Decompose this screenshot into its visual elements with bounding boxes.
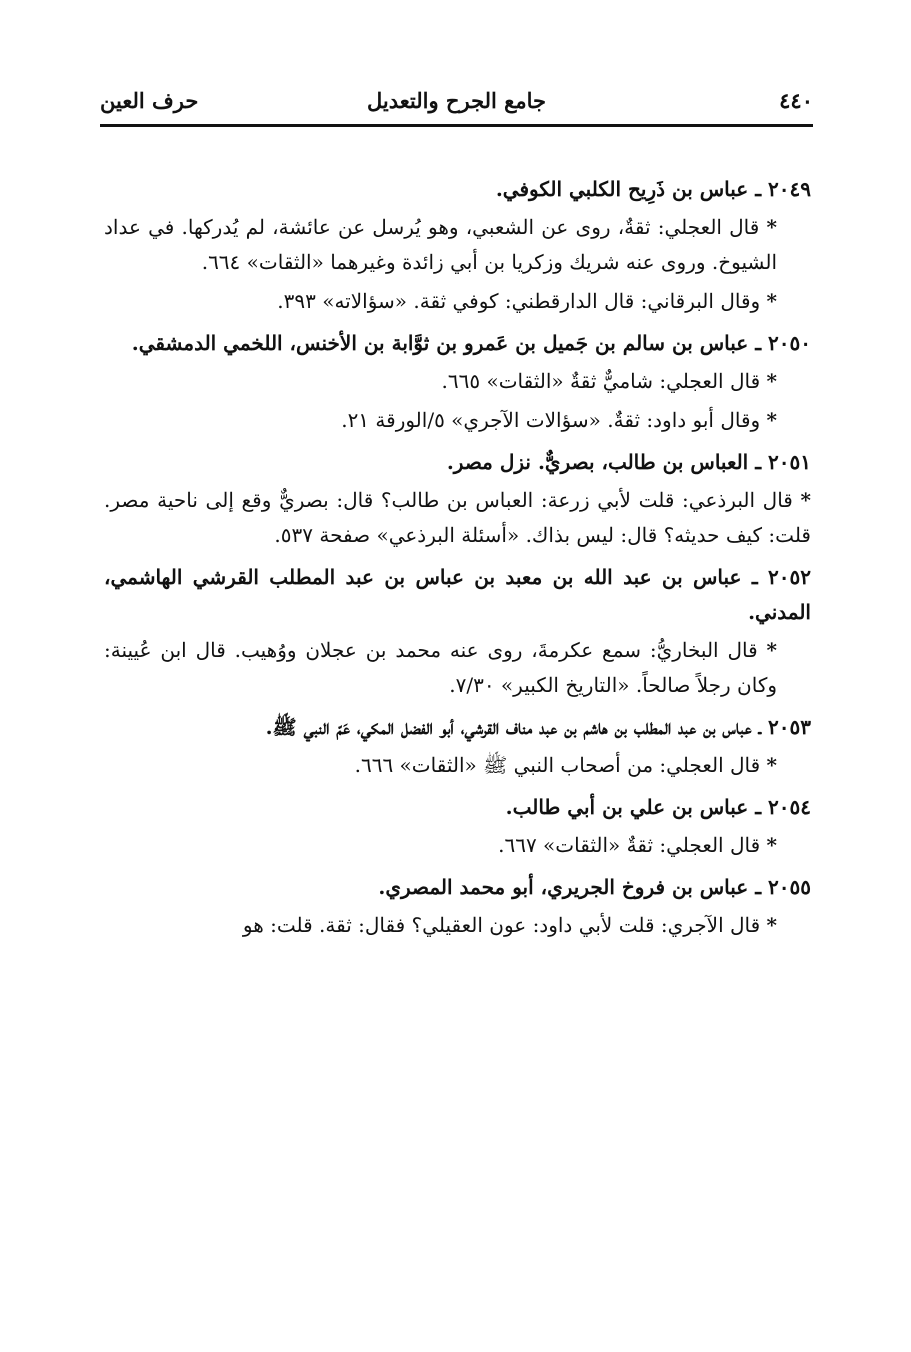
paragraph-text: قال العجلي: من أصحاب النبي ﷺ «الثقات» ٦٦٦. [354,753,761,777]
entry-paragraph [104,210,811,280]
entry-number: ٢٠٥٢ [768,565,811,589]
entry [104,870,811,943]
entry-number: ٢٠٥٣ [768,715,811,739]
asterisk-bullet-icon: * [800,488,812,512]
entry-heading [104,710,811,745]
entry [104,445,811,553]
paragraph-text: قال البخاريُّ: سمع عكرمةَ، روى عنه محمد بن عجلان ووُهيب. قال ابن عُيينة: وكان رجلاً صالحاً. «التاريخ الكبير» ٧/٣٠. [104,638,777,697]
entry-paragraph [104,748,811,783]
entry [104,172,811,319]
paragraph-text: قال العجلي: ثقةٌ، روى عن الشعبي، وهو يُرسل عن عائشة، لم يُدركها. في عداد الشيوخ. وروى عنه شريك وزكريا بن أبي زائدة وغيرهما «الثقات» ٦٦٤. [104,215,777,274]
entry-title: ـ عباس بن عبد المطلب بن هاشم بن عبد مناف القرشي، أبو الفضل المكي، عَمّ النبي ﷺ. [265,715,762,739]
entries-list [104,172,811,950]
entry-paragraph [104,633,811,703]
asterisk-bullet-icon: * [766,753,777,777]
entry-heading [104,326,811,361]
entry-heading [104,870,811,905]
entry-number: ٢٠٥١ [768,450,811,474]
entry-number: ٢٠٥٥ [768,875,811,899]
asterisk-bullet-icon: * [766,833,777,857]
entry-heading [104,172,811,207]
asterisk-bullet-icon: * [766,289,777,313]
entry [104,710,811,783]
entry-number: ٢٠٥٤ [768,795,811,819]
asterisk-bullet-icon: * [766,408,777,432]
entry-heading [104,790,811,825]
entry [104,790,811,863]
entry [104,326,811,438]
entry-heading [104,445,811,480]
book-title: جامع الجرح والتعديل [367,88,546,113]
entry-title: ـ عباس بن فروخ الجريري، أبو محمد المصري. [378,875,762,899]
entry-paragraph [104,908,811,943]
entry-paragraph [104,403,811,438]
asterisk-bullet-icon: * [766,369,777,393]
asterisk-bullet-icon: * [766,215,777,239]
entry-paragraph [104,364,811,399]
entry [104,560,811,703]
entry-number: ٢٠٤٩ [768,177,811,201]
section-title: حرف العين [100,88,199,113]
paragraph-text: قال الآجري: قلت لأبي داود: عون العقيلي؟ فقال: ثقة. قلت: هو [242,913,761,937]
entry-title: ـ عباس بن عبد الله بن معبد بن عباس بن عبد المطلب القرشي الهاشمي، المدني. [104,565,811,624]
paragraph-text: وقال البرقاني: قال الدارقطني: كوفي ثقة. «سؤالاته» ٣٩٣. [277,289,761,313]
entry-title: ـ عباس بن سالم بن جَميل بن عَمرو بن ثوَّابة بن الأخنس، اللخمي الدمشقي. [131,331,762,355]
entry-paragraph [104,483,811,553]
entry-title: ـ عباس بن ذَرِيح الكلبي الكوفي. [495,177,762,201]
paragraph-text: وقال أبو داود: ثقةٌ. «سؤالات الآجري» ٥/الورقة ٢١. [341,408,761,432]
paragraph-text: قال البرذعي: قلت لأبي زرعة: العباس بن طالب؟ قال: بصريٌّ وقع إلى ناحية مصر. قلت: كيف حديثه؟ قال: ليس بذاك. «أسئلة البرذعي» صفحة ٥٣٧. [104,488,811,547]
entry-heading [104,560,811,630]
running-header [100,84,813,127]
asterisk-bullet-icon: * [766,913,777,937]
entry-paragraph [104,828,811,863]
paragraph-text: قال العجلي: شاميٌّ ثقةٌ «الثقات» ٦٦٥. [441,369,761,393]
entry-number: ٢٠٥٠ [768,331,811,355]
asterisk-bullet-icon: * [766,638,778,662]
page-number: ٤٤٠ [779,88,813,113]
entry-title: ـ عباس بن علي بن أبي طالب. [505,795,762,819]
paragraph-text: قال العجلي: ثقةٌ «الثقات» ٦٦٧. [498,833,761,857]
entry-paragraph [104,284,811,319]
entry-title: ـ العباس بن طالب، بصريٌّ. نزل مصر. [446,450,762,474]
